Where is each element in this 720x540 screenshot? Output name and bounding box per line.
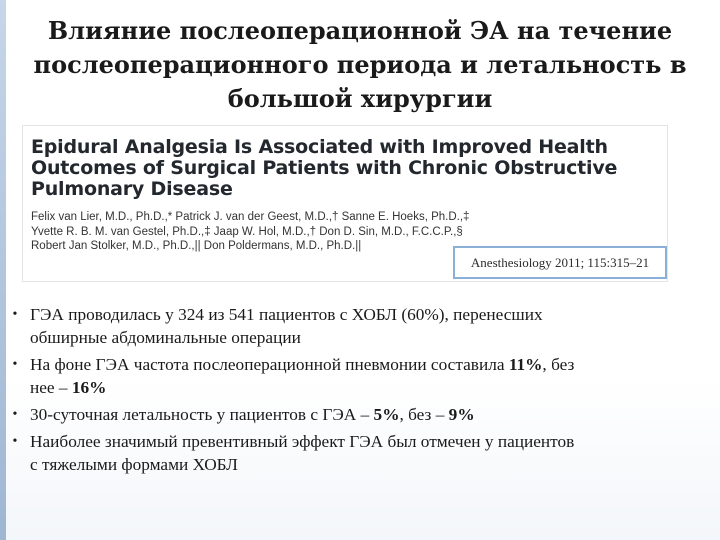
bullet-marker: • bbox=[12, 357, 18, 372]
bullet-value: 16% bbox=[71, 378, 107, 397]
bullet-text: , без – bbox=[399, 405, 449, 424]
article-title-line: Pulmonary Disease bbox=[31, 178, 233, 200]
bullet-text: , без bbox=[542, 355, 575, 374]
bullet-marker: • bbox=[12, 307, 18, 322]
slide-title-line-2: послеоперационного периода и летальность в bbox=[33, 50, 687, 79]
article-title-line: Epidural Analgesia Is Associated with Improved Health bbox=[31, 136, 608, 158]
bullet-item bbox=[8, 430, 713, 476]
bullet-value: 9% bbox=[448, 405, 475, 424]
bullet-text: Наиболее значимый превентивный эффект ГЭА был отмечен у пациентов bbox=[30, 432, 575, 451]
bullet-item bbox=[8, 403, 713, 426]
bullet-text: обширные абдоминальные операции bbox=[30, 328, 301, 347]
bullet-text: с тяжелыми формами ХОБЛ bbox=[30, 455, 238, 474]
bullet-marker: • bbox=[12, 434, 18, 449]
bullet-item bbox=[8, 303, 713, 349]
article-author-line: Robert Jan Stolker, M.D., Ph.D.,|| Don Poldermans, M.D., Ph.D.|| bbox=[31, 240, 362, 252]
bullet-value: 5% bbox=[373, 405, 400, 424]
bullet-text: ГЭА проводилась у 324 из 541 пациентов с ХОБЛ (60%), перенесших bbox=[30, 305, 543, 324]
bullet-text: нее – bbox=[30, 378, 72, 397]
slide-title-line-3: большой хирургии bbox=[227, 84, 493, 113]
article-author-line: Yvette R. B. M. van Gestel, Ph.D.,‡ Jaap W. Hol, M.D.,† Don D. Sin, M.D., F.C.C.P.,§ bbox=[31, 225, 463, 238]
slide-title bbox=[20, 14, 700, 116]
bullet-text: 30-суточная летальность у пациентов с ГЭА – bbox=[30, 405, 374, 424]
article-header-image bbox=[22, 125, 668, 282]
article-title-line: Outcomes of Surgical Patients with Chronic Obstructive bbox=[31, 157, 618, 179]
slide-accent-bar bbox=[0, 0, 6, 540]
article-author-line: Felix van Lier, M.D., Ph.D.,* Patrick J. van der Geest, M.D.,† Sanne E. Hoeks, Ph.D.,‡ bbox=[31, 211, 470, 223]
article-title bbox=[31, 137, 671, 200]
bullet-value: 11% bbox=[508, 355, 543, 374]
slide-title-line-1: Влияние послеоперационной ЭА на течение bbox=[47, 16, 673, 45]
bullet-list bbox=[8, 303, 713, 480]
bullet-marker: • bbox=[12, 407, 18, 422]
article-citation: Anesthesiology 2011; 115:315–21 bbox=[453, 246, 667, 279]
bullet-text: На фоне ГЭА частота послеоперационной пневмонии составила bbox=[30, 355, 509, 374]
bullet-item bbox=[8, 353, 713, 399]
